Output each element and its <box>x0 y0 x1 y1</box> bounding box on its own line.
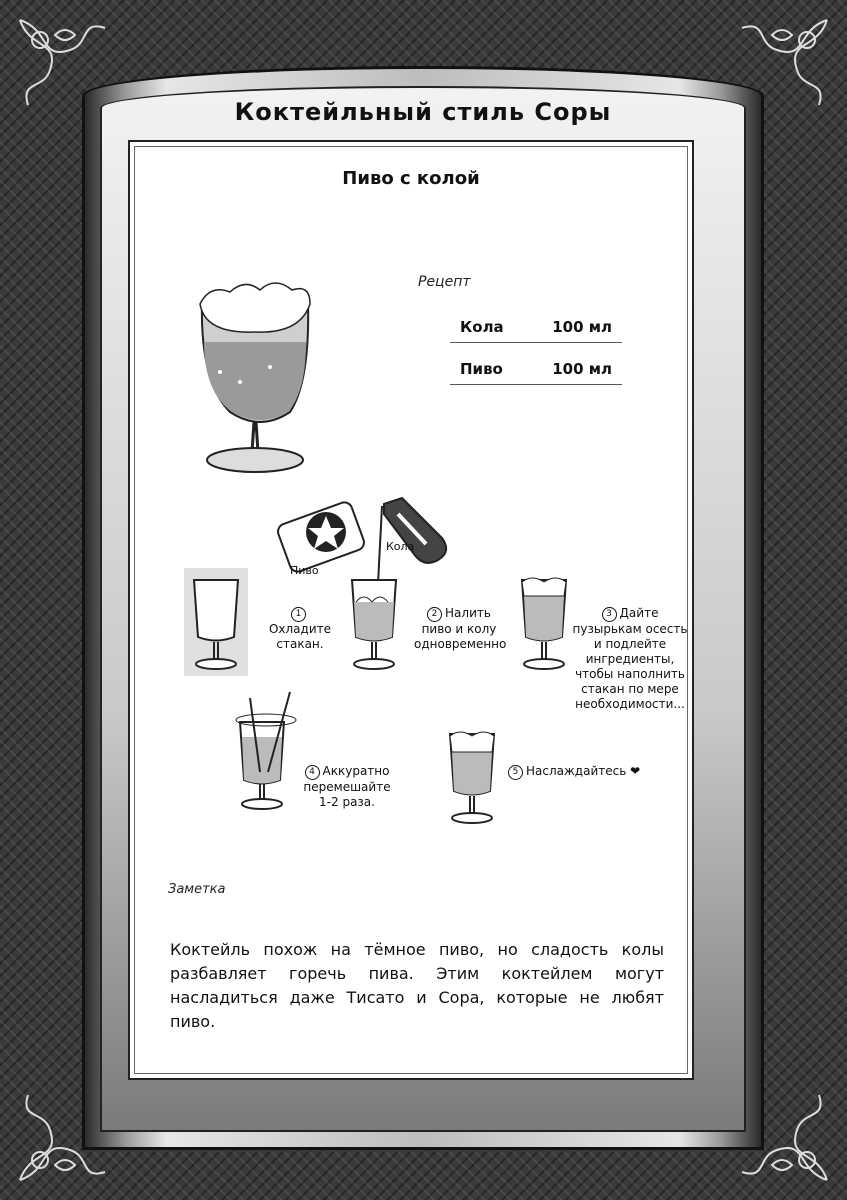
drink-name: Пиво с колой <box>342 168 480 189</box>
step-5-glass <box>442 726 502 826</box>
step-3-glass <box>514 572 574 672</box>
can-label: Пиво <box>290 564 319 577</box>
step-1 <box>260 606 340 652</box>
ingredient-row <box>450 314 622 343</box>
ingredient-name: Кола <box>460 318 504 336</box>
note-label: Заметка <box>168 882 226 897</box>
step-1-glass <box>186 572 246 672</box>
step-number: 4 <box>305 765 320 780</box>
beer-can-illustration <box>276 502 366 572</box>
beer-glass-illustration <box>190 282 320 482</box>
step-text: Дайте пузырькам осесть и подлейте ингредиенты, чтобы наполнить стакан по мере необходимости... <box>572 606 688 711</box>
step-5 <box>508 764 648 780</box>
cola-bottle-illustration <box>374 494 464 584</box>
step-text: Охладите стакан. <box>268 622 332 651</box>
ornament-corner-bottom-right <box>727 1090 837 1190</box>
step-number: 3 <box>602 607 617 622</box>
step-2 <box>414 606 507 652</box>
bottle-label: Кола <box>386 540 415 553</box>
recipe-label: Рецепт <box>418 274 471 290</box>
recipe-card <box>128 140 694 1080</box>
step-number: 1 <box>291 607 306 622</box>
step-3 <box>572 606 688 712</box>
ingredient-name: Пиво <box>460 360 503 378</box>
page-title: Коктейльный стиль Соры <box>234 98 612 126</box>
step-4 <box>302 764 392 810</box>
ornament-corner-bottom-left <box>10 1090 120 1190</box>
ingredient-row <box>450 356 622 385</box>
step-text: Налить пиво и колу одновременно <box>414 606 507 651</box>
step-text: Наслаждайтесь ❤ <box>526 764 641 778</box>
ingredient-amount: 100 мл <box>552 360 612 378</box>
step-2-glass <box>344 572 404 672</box>
ingredient-amount: 100 мл <box>552 318 612 336</box>
step-text: Аккуратно перемешайте 1-2 раза. <box>303 764 391 809</box>
step-number: 2 <box>427 607 442 622</box>
note-text: Коктейль похож на тёмное пиво, но сладость колы разбавляет горечь пива. Этим коктейлем могут насладиться даже Тисато и Сора, которые не любят пиво. <box>170 940 664 1031</box>
step-number: 5 <box>508 765 523 780</box>
step-4-glass <box>230 692 300 812</box>
